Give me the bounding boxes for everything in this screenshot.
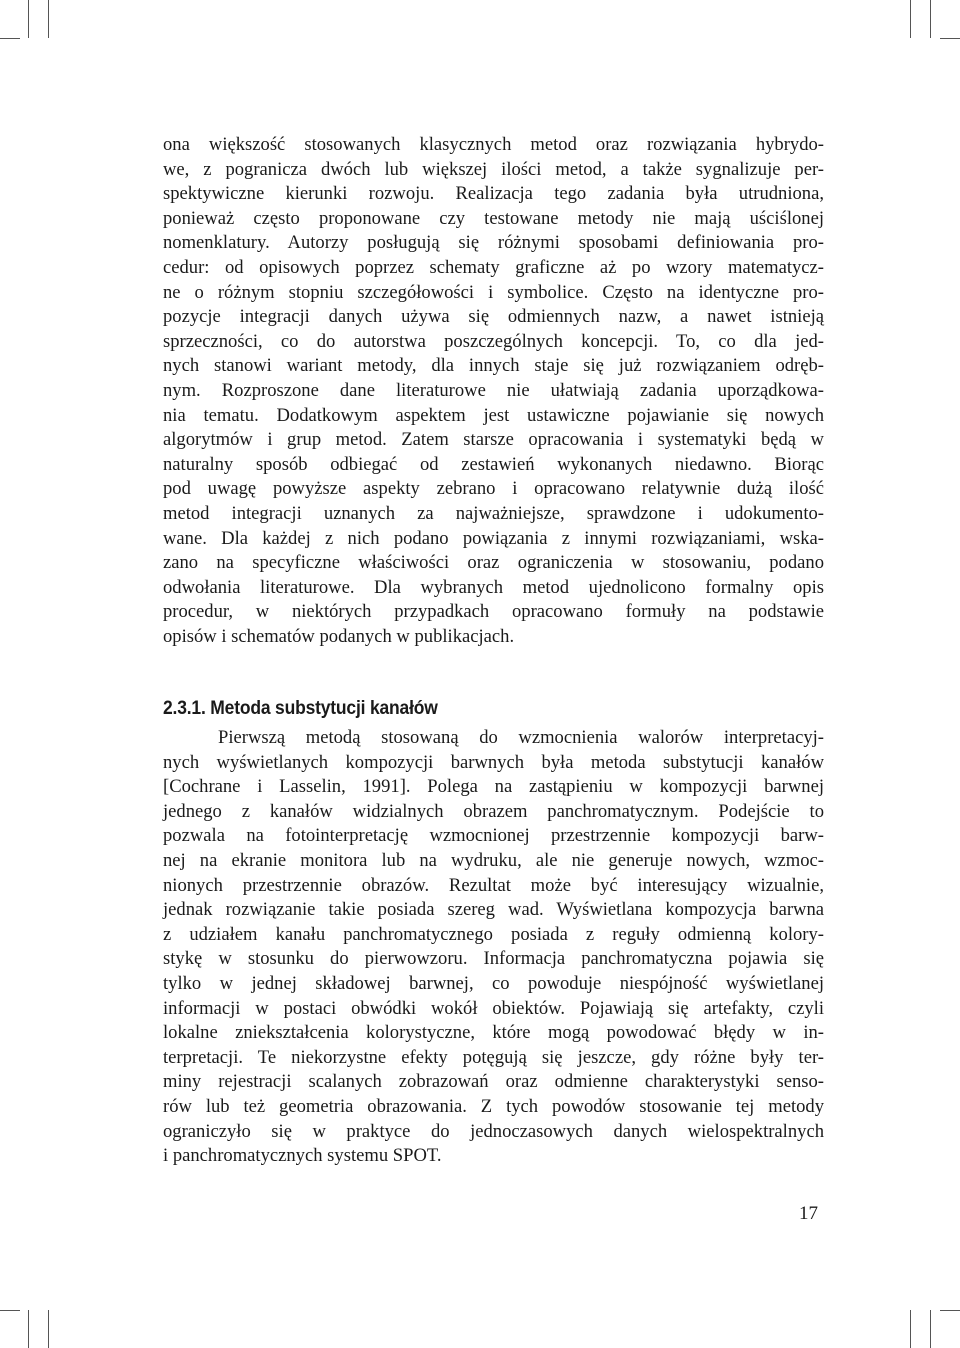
text-line: procedur, w niektórych przypadkach opracowano formuły na podstawie	[163, 601, 824, 623]
text-line: nionych przestrzennie obrazów. Rezultat może być interesujący wizualnie,	[163, 874, 824, 896]
crop-mark-bottom-right-h	[940, 1310, 960, 1311]
body-paragraph-1	[163, 133, 824, 649]
text-line: ne o różnym stopniu szczegółowości i symbolice. Często na identyczne pro-	[163, 281, 824, 303]
text-line: wane. Dla każdej z nich podano powiązania z innymi rozwiązaniami, wska-	[163, 527, 824, 549]
section-heading: 2.3.1. Metoda substytucji kanałów	[163, 698, 438, 719]
crop-mark-bottom-left-h	[0, 1310, 20, 1311]
text-line: nych wyświetlanych kompozycji barwnych była metoda substytucji kanałów	[163, 751, 824, 773]
text-line: ograniczyło się w praktyce do jednoczasowych danych wielospektralnych	[163, 1120, 824, 1142]
text-line: rów lub też geometria obrazowania. Z tych powodów stosowanie tej metody	[163, 1095, 824, 1117]
text-line: jednego z kanałów widzialnych obrazem panchromatycznym. Podejście to	[163, 800, 824, 822]
text-line: algorytmów i grup metod. Zatem starsze opracowania i systematyki będą w	[163, 429, 824, 451]
text-line: pozwala na fotointerpretację wzmocnionej przestrzennie kompozycji barw-	[163, 825, 824, 847]
text-line: ona większość stosowanych klasycznych metod oraz rozwiązania hybrydo-	[163, 134, 824, 155]
text-line: nia tematu. Dodatkowym aspektem jest ustawiczne pojawianie się nowych	[163, 404, 824, 426]
text-line: z udziałem kanału panchromatycznego posiada z reguły odmienną kolory-	[163, 923, 824, 945]
text-line: jednak rozwiązanie takie posiada szereg wad. Wyświetlana kompozycja barwna	[163, 899, 824, 921]
crop-mark-top-left-h	[0, 38, 20, 39]
crop-mark-top-right-2	[930, 0, 931, 38]
crop-mark-bottom-right-1	[910, 1310, 911, 1348]
text-line: lokalne zniekształcenia kolorystyczne, które mogą powodować błędy w in-	[163, 1022, 824, 1044]
crop-mark-bottom-left-2	[48, 1310, 49, 1348]
text-line: spektywiczne kierunki rozwoju. Realizacja tego zadania była utrudniona,	[163, 183, 824, 205]
text-line: pod uwagę powyższe aspekty zebrano i opracowano relatywnie dużą ilość	[163, 478, 824, 500]
text-line: informacji w postaci obwódki wokół obiektów. Pojawiają się artefakty, czyli	[163, 997, 824, 1019]
text-line: we, z pogranicza dwóch lub większej ilości metod, a także sygnalizuje per-	[163, 158, 824, 180]
crop-mark-top-right-1	[910, 0, 911, 38]
text-line: metod integracji uznanych za najważniejsze, sprawdzone i udokumento-	[163, 502, 824, 524]
crop-mark-top-left-2	[48, 0, 49, 38]
text-line: cedur: od opisowych poprzez schematy graficzne aż po wzory matematycz-	[163, 256, 824, 278]
text-line: pozycje integracji danych używa się odmiennych nazw, a nawet istnieją	[163, 306, 824, 328]
text-line: ponieważ często proponowane czy testowane metody nie mają uściślonej	[163, 207, 824, 229]
text-line: [Cochrane i Lasselin, 1991]. Polega na zastąpieniu w kompozycji barwnej	[163, 776, 824, 798]
text-line: zano na specyficzne właściwości oraz ograniczenia w stosowaniu, podano	[163, 552, 824, 574]
crop-mark-bottom-left-1	[28, 1310, 29, 1348]
crop-mark-bottom-right-2	[930, 1310, 931, 1348]
text-line: stykę w stosunku do pierwowzoru. Informacja panchromatyczna pojawia się	[163, 948, 824, 970]
text-line: nomenklatury. Autorzy posługują się różnymi sposobami definiowania pro-	[163, 232, 824, 254]
crop-mark-top-right-h	[940, 38, 960, 39]
text-line: terpretacji. Te niekorzystne efekty potęgują się jeszcze, gdy różne były ter-	[163, 1046, 824, 1068]
text-line: miny rejestracji scalanych zobrazowań oraz odmienne charakterystyki senso-	[163, 1071, 824, 1093]
crop-mark-top-left-1	[28, 0, 29, 38]
text-line: opisów i schematów podanych w publikacjach.	[163, 625, 515, 647]
text-line: tylko w jednej składowej barwnej, co powoduje niespójność wyświetlanej	[163, 972, 824, 994]
text-line: sprzeczności, co do autorstwa poszczególnych koncepcji. To, co dla jed-	[163, 330, 824, 352]
text-line: nej na ekranie monitora lub na wydruku, ale nie generuje nowych, wzmoc-	[163, 849, 824, 871]
text-line: naturalny sposób odbiegać od zestawień wykonanych niedawno. Biorąc	[163, 453, 824, 475]
text-line: i panchromatycznych systemu SPOT.	[163, 1145, 442, 1167]
text-line: odwołania literaturowe. Dla wybranych metod ujednolicono formalny opis	[163, 576, 824, 598]
text-line: nym. Rozproszone dane literaturowe nie ułatwiają zadania uporządkowa-	[163, 379, 824, 401]
text-line: nych stanowi wariant metody, dla innych staje się już rozwiązaniem odręb-	[163, 355, 824, 377]
body-paragraph-2	[163, 726, 824, 1169]
text-line: Pierwszą metodą stosowaną do wzmocnienia walorów interpretacyj-	[218, 727, 824, 748]
page-number: 17	[799, 1203, 818, 1224]
